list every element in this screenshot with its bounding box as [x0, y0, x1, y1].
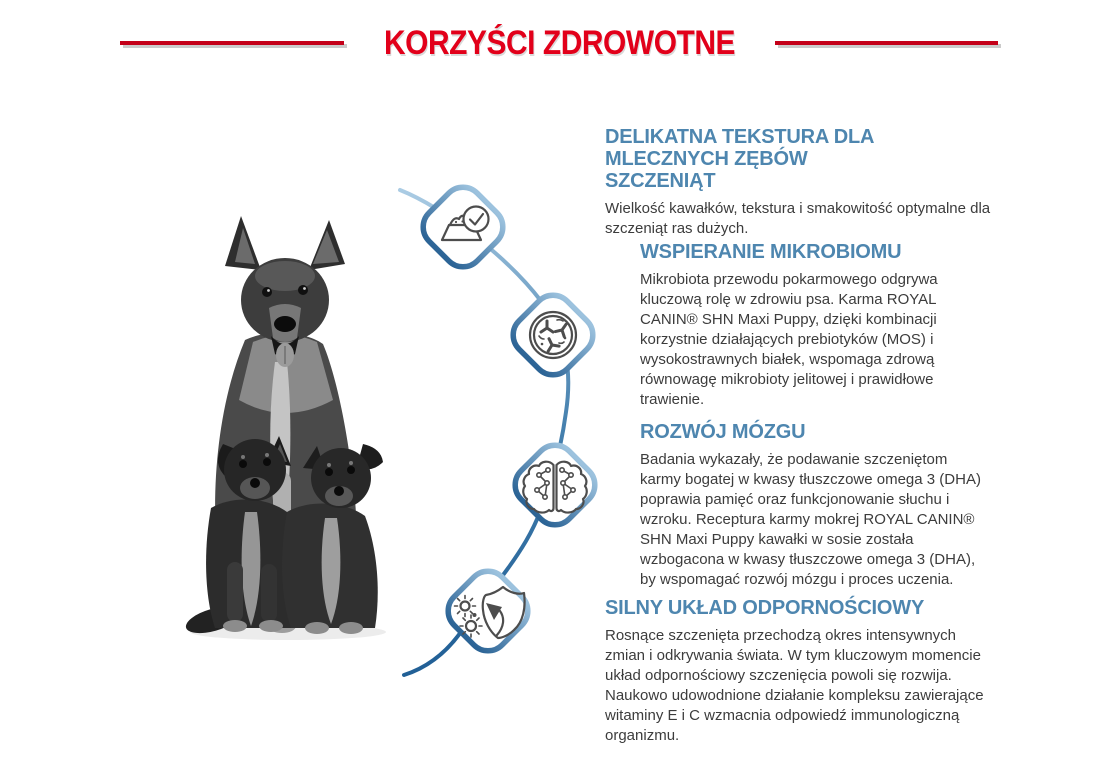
- benefit-body-texture: Wielkość kawałków, tekstura i smakowitość optymalne dla szczeniąt ras dużych.: [605, 200, 991, 237]
- microbiome-icon: [505, 287, 601, 383]
- page-title: KORZYŚCI ZDROWOTNE: [383, 24, 735, 62]
- section-header: [120, 26, 998, 60]
- kibble-bowl-check-icon: [415, 179, 511, 275]
- benefit-heading-microbiome: WSPIERANIE MIKROBIOMU: [640, 241, 902, 263]
- benefit-heading-brain: ROZWÓJ MÓZGU: [640, 421, 806, 443]
- immune-shield-icon: [440, 563, 536, 659]
- benefit-section-microbiome: [640, 241, 972, 410]
- benefit-section-brain: [640, 421, 985, 590]
- benefit-body-microbiome: Mikrobiota przewodu pokarmowego odgrywa kluczową rolę w zdrowiu psa. Karma ROYAL CANIN® SHN Maxi Puppy, dzięki kombinacji korzystnie działających prebiotyków (MOS) i wysokostrawnych białek, wspomaga zdrową równowagę mikrobioty jelitowej i prawidłowe trawienie.: [640, 271, 938, 408]
- benefit-section-immunity: [605, 597, 987, 746]
- brain-icon: [507, 437, 603, 533]
- benefit-heading-immunity: SILNY UKŁAD ODPORNOŚCIOWY: [605, 597, 925, 619]
- benefit-heading-texture: DELIKATNA TEKSTURA DLA MLECZNYCH ZĘBÓW SZCZENIĄT: [605, 126, 874, 192]
- dog-family-photo: [183, 212, 398, 642]
- benefit-body-brain: Badania wykazały, że podawanie szczeniętom karmy bogatej w kwasy tłuszczowe omega 3 (DHA) poprawia pamięć oraz funkcjonowanie słuchu i wzroku. Receptura karmy mokrej ROYAL CANIN® SHN Maxi Puppy kawałki w sosie została wzbogacona w kwasy tłuszczowe omega 3 (DHA), by wspomagać rozwój mózgu i proces uczenia.: [640, 451, 981, 588]
- benefit-body-immunity: Rosnące szczenięta przechodzą okres intensywnych zmian i odkrywania świata. W tym kluczowym momencie układ odpornościowy szczenięcia powoli się rozwija. Naukowo udowodnione działanie kompleksu zawierające witaminy E i C wzmacnia odpowiedź immunologiczną organizmu.: [605, 627, 984, 744]
- title-rule-left: [120, 41, 344, 45]
- benefits-flow-graphic: [388, 168, 624, 704]
- benefit-section-texture: [605, 126, 1000, 239]
- title-rule-right: [775, 41, 999, 45]
